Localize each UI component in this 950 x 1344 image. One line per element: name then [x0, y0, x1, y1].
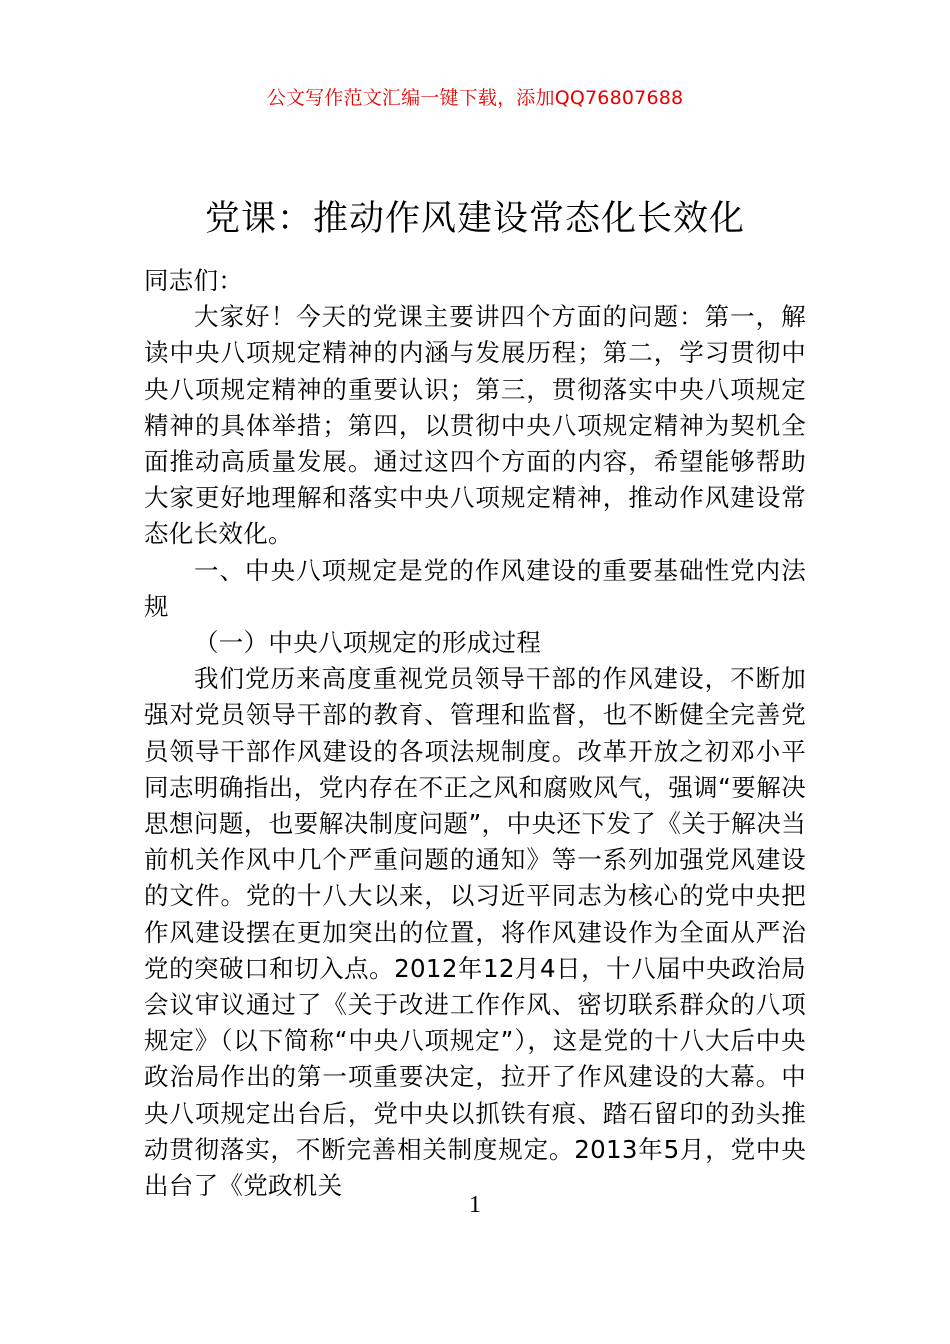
subsection-heading-1: （一）中央八项规定的形成过程: [194, 628, 542, 658]
salutation: 同志们：: [144, 266, 244, 295]
document-title: 党课：推动作风建设常态化长效化: [204, 199, 745, 240]
intro-paragraph: 大家好！今天的党课主要讲四个方面的问题：第一，解读中央八项规定精神的内涵与发展历程；第二，学习贯彻中央八项规定精神的重要认识；第三，贯彻落实中央八项规定精神的具体举措；第四，以贯彻中央八项规定精神为契机全面推动高质量发展。通过这四个方面的内容，希望能够帮助大家更好地理解和落实中央八项规定精神，推动作风建设常态化长效化。: [144, 302, 806, 549]
header-download-note: 公文写作范文汇编一键下载，添加QQ76807688: [266, 87, 684, 109]
document-body: [144, 263, 806, 1204]
body-paragraph: 我们党历来高度重视党员领导干部的作风建设，不断加强对党员领导干部的教育、管理和监督，也不断健全完善党员领导干部作风建设的各项法规制度。改革开放之初邓小平同志明确指出，党内存在不正之风和腐败风气，强调“要解决思想问题，也要解决制度问题”，中央还下发了《关于解决当前机关作风中几个严重问题的通知》等一系列加强党风建设的文件。党的十八大以来，以习近平同志为核心的党中央把作风建设摆在更加突出的位置，将作风建设作为全面从严治党的突破口和切入点。2012年12月4日，十八届中央政治局会议审议通过了《关于改进工作作风、密切联系群众的八项规定》（以下简称“中央八项规定”），这是党的十八大后中央政治局作出的第一项重要决定，拉开了作风建设的大幕。中央八项规定出台后，党中央以抓铁有痕、踏石留印的劲头推动贯彻落实，不断完善相关制度规定。2013年5月，党中央出台了《党政机关: [144, 664, 806, 1201]
section-heading-1: 一、中央八项规定是党的作风建设的重要基础性党内法规: [144, 555, 806, 621]
page-number: 1: [469, 1192, 481, 1218]
